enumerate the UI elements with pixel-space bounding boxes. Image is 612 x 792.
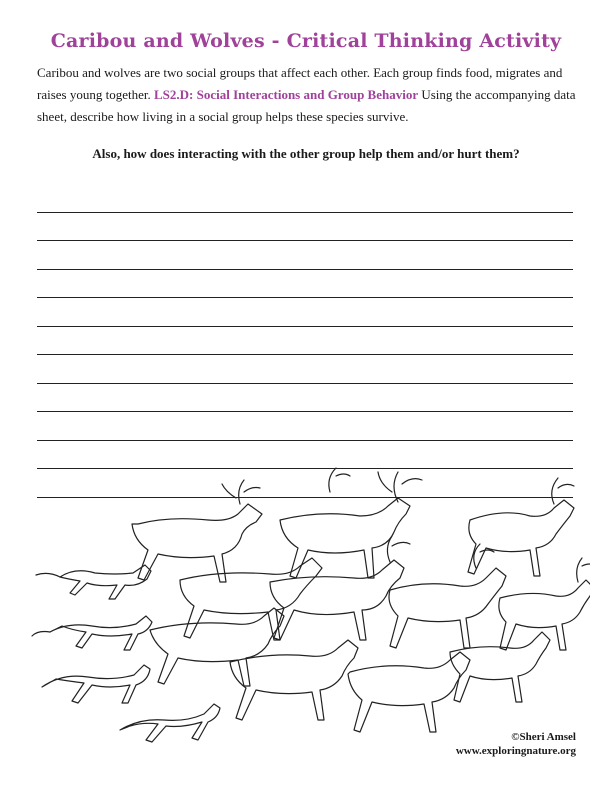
answer-line[interactable]: [37, 298, 573, 327]
answer-lines: [37, 184, 573, 498]
caribou-9: [150, 608, 284, 686]
caribou-1: [132, 480, 262, 582]
answer-line[interactable]: [37, 270, 573, 299]
wolf-3: [42, 665, 150, 703]
answer-line[interactable]: [37, 184, 573, 213]
answer-line[interactable]: [37, 384, 573, 413]
website-credit: www.exploringnature.org: [455, 745, 576, 757]
answer-line[interactable]: [37, 327, 573, 356]
page-title: Caribou and Wolves - Critical Thinking Activity: [50, 30, 562, 52]
credit-block: [456, 730, 576, 758]
caribou-6: [270, 536, 410, 640]
caribou-wolves-illustration: [30, 462, 590, 762]
answer-line[interactable]: [37, 355, 573, 384]
caribou-4: [468, 478, 574, 576]
wolf-2: [32, 616, 152, 650]
answer-line[interactable]: [37, 412, 573, 441]
caribou-7: [389, 544, 506, 648]
caribou-5: [180, 558, 322, 640]
question-prompt: Also, how does interacting with the other group help them and/or hurt them?: [92, 146, 520, 161]
caribou-11: [348, 652, 470, 732]
intro-paragraph: [37, 62, 577, 128]
intro-text-start: Caribou and wolves are two social groups that affect each other. Each group finds food, migrates and raises young together.: [37, 65, 563, 102]
caribou-2: [280, 472, 422, 578]
caribou-12: [450, 632, 550, 702]
wolf-1: [36, 565, 151, 599]
wolf-4: [120, 704, 220, 742]
caribou-3: [329, 468, 350, 492]
standard-reference: LS2.D: Social Interactions and Group Behavior: [153, 87, 419, 102]
intro-text-end: Using the accompanying data sheet, describe how living in a social group helps these species survive.: [37, 87, 576, 124]
answer-line[interactable]: [37, 213, 573, 242]
answer-line[interactable]: [37, 241, 573, 270]
author-credit: ©Sheri Amsel: [511, 731, 576, 743]
caribou-8: [499, 558, 590, 650]
